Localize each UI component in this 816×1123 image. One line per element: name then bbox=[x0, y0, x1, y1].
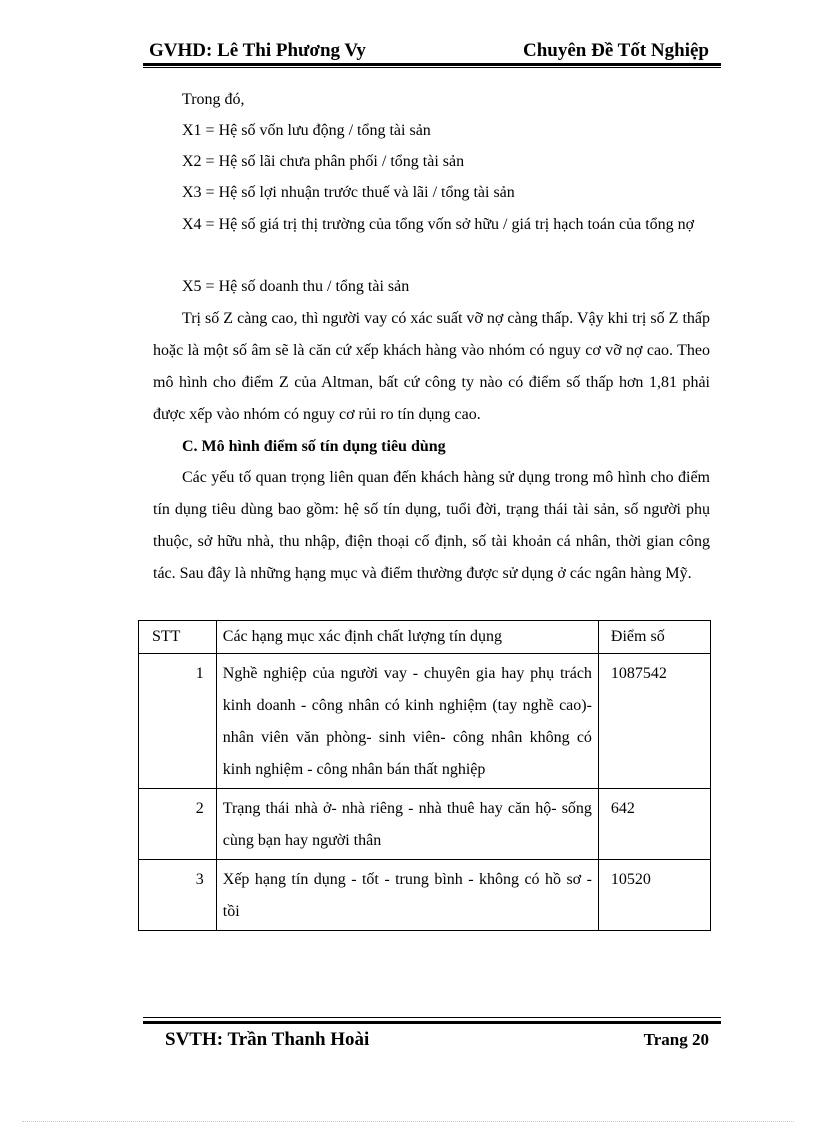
header-stt: STT bbox=[139, 621, 217, 654]
definition-x2: X2 = Hệ số lãi chưa phân phối / tổng tài sản bbox=[182, 153, 465, 170]
section-heading: C. Mô hình điểm số tín dụng tiêu dùng bbox=[182, 438, 446, 455]
page-header bbox=[143, 40, 721, 66]
definition-x1: X1 = Hệ số vốn lưu động / tổng tài sản bbox=[182, 122, 431, 139]
header-score: Điểm số bbox=[598, 621, 710, 654]
header-criteria: Các hạng mục xác định chất lượng tín dụng bbox=[216, 621, 598, 654]
header-advisor: GVHD: Lê Thi Phương Vy bbox=[149, 40, 366, 61]
definition-x5: X5 = Hệ số doanh thu / tổng tài sản bbox=[182, 278, 410, 295]
row-score: 1087542 bbox=[598, 654, 710, 789]
footer-student: SVTH: Trần Thanh Hoài bbox=[165, 1029, 370, 1050]
page-number: Trang 20 bbox=[643, 1030, 709, 1049]
table-row bbox=[139, 654, 711, 789]
paragraph-factors: Các yếu tố quan trọng liên quan đến khách hàng sử dụng trong mô hình cho điểm tín dụng tiêu dùng bao gồm: hệ số tín dụng, tuổi đời, trạng thái tài sản, số người phụ thuộc, sở hữu nhà, thu nhập, điện thoại cố định, số tài khoản cá nhân, thời gian công tác. Sau đây là những hạng mục và điểm thường được sử dụng ở các ngân hàng Mỹ. bbox=[153, 469, 710, 582]
row-score: 10520 bbox=[598, 860, 710, 931]
header-rule-thin bbox=[143, 67, 721, 68]
table-header-row bbox=[139, 621, 711, 654]
row-criteria: Xếp hạng tín dụng - tốt - trung bình - không có hồ sơ - tồi bbox=[216, 860, 598, 931]
header-rule bbox=[143, 63, 721, 66]
footer-rule-thin bbox=[143, 1017, 721, 1018]
row-criteria: Trạng thái nhà ở- nhà riêng - nhà thuê hay căn hộ- sống cùng bạn hay người thân bbox=[216, 789, 598, 860]
page-footer bbox=[143, 1017, 721, 1057]
row-stt: 2 bbox=[139, 789, 217, 860]
footer-rule bbox=[143, 1021, 721, 1024]
row-score: 642 bbox=[598, 789, 710, 860]
paragraph-z-score: Trị số Z càng cao, thì người vay có xác suất vỡ nợ càng thấp. Vậy khi trị số Z thấp hoặc là một số âm sẽ là căn cứ xếp khách hàng vào nhóm có nguy cơ vỡ nợ cao. Theo mô hình cho điểm Z của Altman, bất cứ công ty nào có điểm số thấp hơn 1,81 phải được xếp vào nhóm có nguy cơ rủi ro tín dụng cao. bbox=[153, 310, 710, 423]
definition-x3: X3 = Hệ số lợi nhuận trước thuế và lãi / tổng tài sản bbox=[182, 184, 515, 201]
row-stt: 1 bbox=[139, 654, 217, 789]
paragraph-intro: Trong đó, bbox=[182, 91, 245, 108]
table-row bbox=[139, 789, 711, 860]
row-stt: 3 bbox=[139, 860, 217, 931]
page-edge bbox=[22, 1121, 794, 1122]
credit-score-table bbox=[138, 620, 711, 931]
table-row bbox=[139, 860, 711, 931]
header-title: Chuyên Đề Tốt Nghiệp bbox=[523, 40, 709, 61]
row-criteria: Nghề nghiệp của người vay - chuyên gia hay phụ trách kinh doanh - công nhân có kinh nghiệm (tay nghề cao)- nhân viên văn phòng- sinh viên- công nhân không có kinh nghiệm - công nhân bán thất nghiệp bbox=[216, 654, 598, 789]
definition-x4: X4 = Hệ số giá trị thị trường của tổng vốn sở hữu / giá trị hạch toán của tổng nợ bbox=[182, 216, 695, 233]
